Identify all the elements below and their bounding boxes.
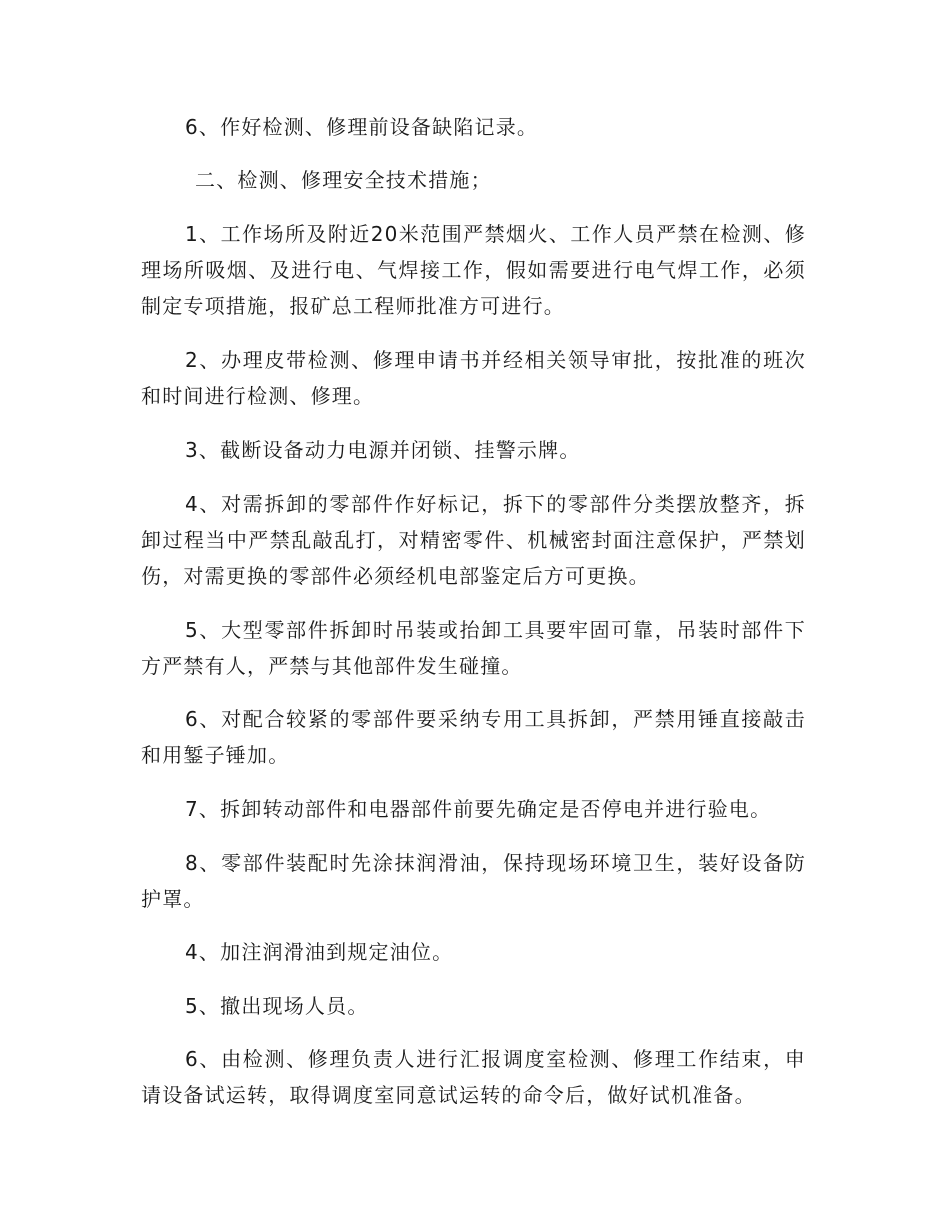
paragraph-step-6: 6、由检测、修理负责人进行汇报调度室检测、修理工作结束，申请设备试运转，取得调度室同意试运转的命令后，做好试机准备。 [141,1047,806,1107]
paragraph-record-defects: 6、作好检测、修理前设备缺陷记录。 [185,115,539,139]
paragraph-item-3: 3、截断设备动力电源并闭锁、挂警示牌。 [185,438,581,462]
paragraph-item-8: 8、零部件装配时先涂抹润滑油，保持现场环境卫生，装好设备防护罩。 [141,851,806,911]
paragraph-step-4: 4、加注润滑油到规定油位。 [185,940,454,964]
paragraph-item-5: 5、大型零部件拆卸时吊装或抬卸工具要牢固可靠，吊装时部件下方严禁有人，严禁与其他部件发生碰撞。 [141,618,806,678]
paragraph-item-1: 1、工作场所及附近20米范围严禁烟火、工作人员严禁在检测、修理场所吸烟、及进行电、气焊接工作，假如需要进行电气焊工作，必须制定专项措施，报矿总工程师批准方可进行。 [141,222,806,318]
paragraph-item-7: 7、拆卸转动部件和电器部件前要先确定是否停电并进行验电。 [185,797,772,821]
paragraph-item-4: 4、对需拆卸的零部件作好标记，拆下的零部件分类摆放整齐，拆卸过程当中严禁乱敲乱打，对精密零件、机械密封面注意保护，严禁划伤，对需更换的零部件必须经机电部鉴定后方可更换。 [141,492,806,588]
paragraph-item-2: 2、办理皮带检测、修理申请书并经相关领导审批，按批准的班次和时间进行检测、修理。 [141,348,806,408]
section-heading-safety-measures: 二、检测、修理安全技术措施； [195,168,492,192]
paragraph-step-5: 5、撤出现场人员。 [185,994,369,1018]
paragraph-item-6: 6、对配合较紧的零部件要采纳专用工具拆卸，严禁用锤直接敲击和用錾子锤加。 [141,707,806,767]
